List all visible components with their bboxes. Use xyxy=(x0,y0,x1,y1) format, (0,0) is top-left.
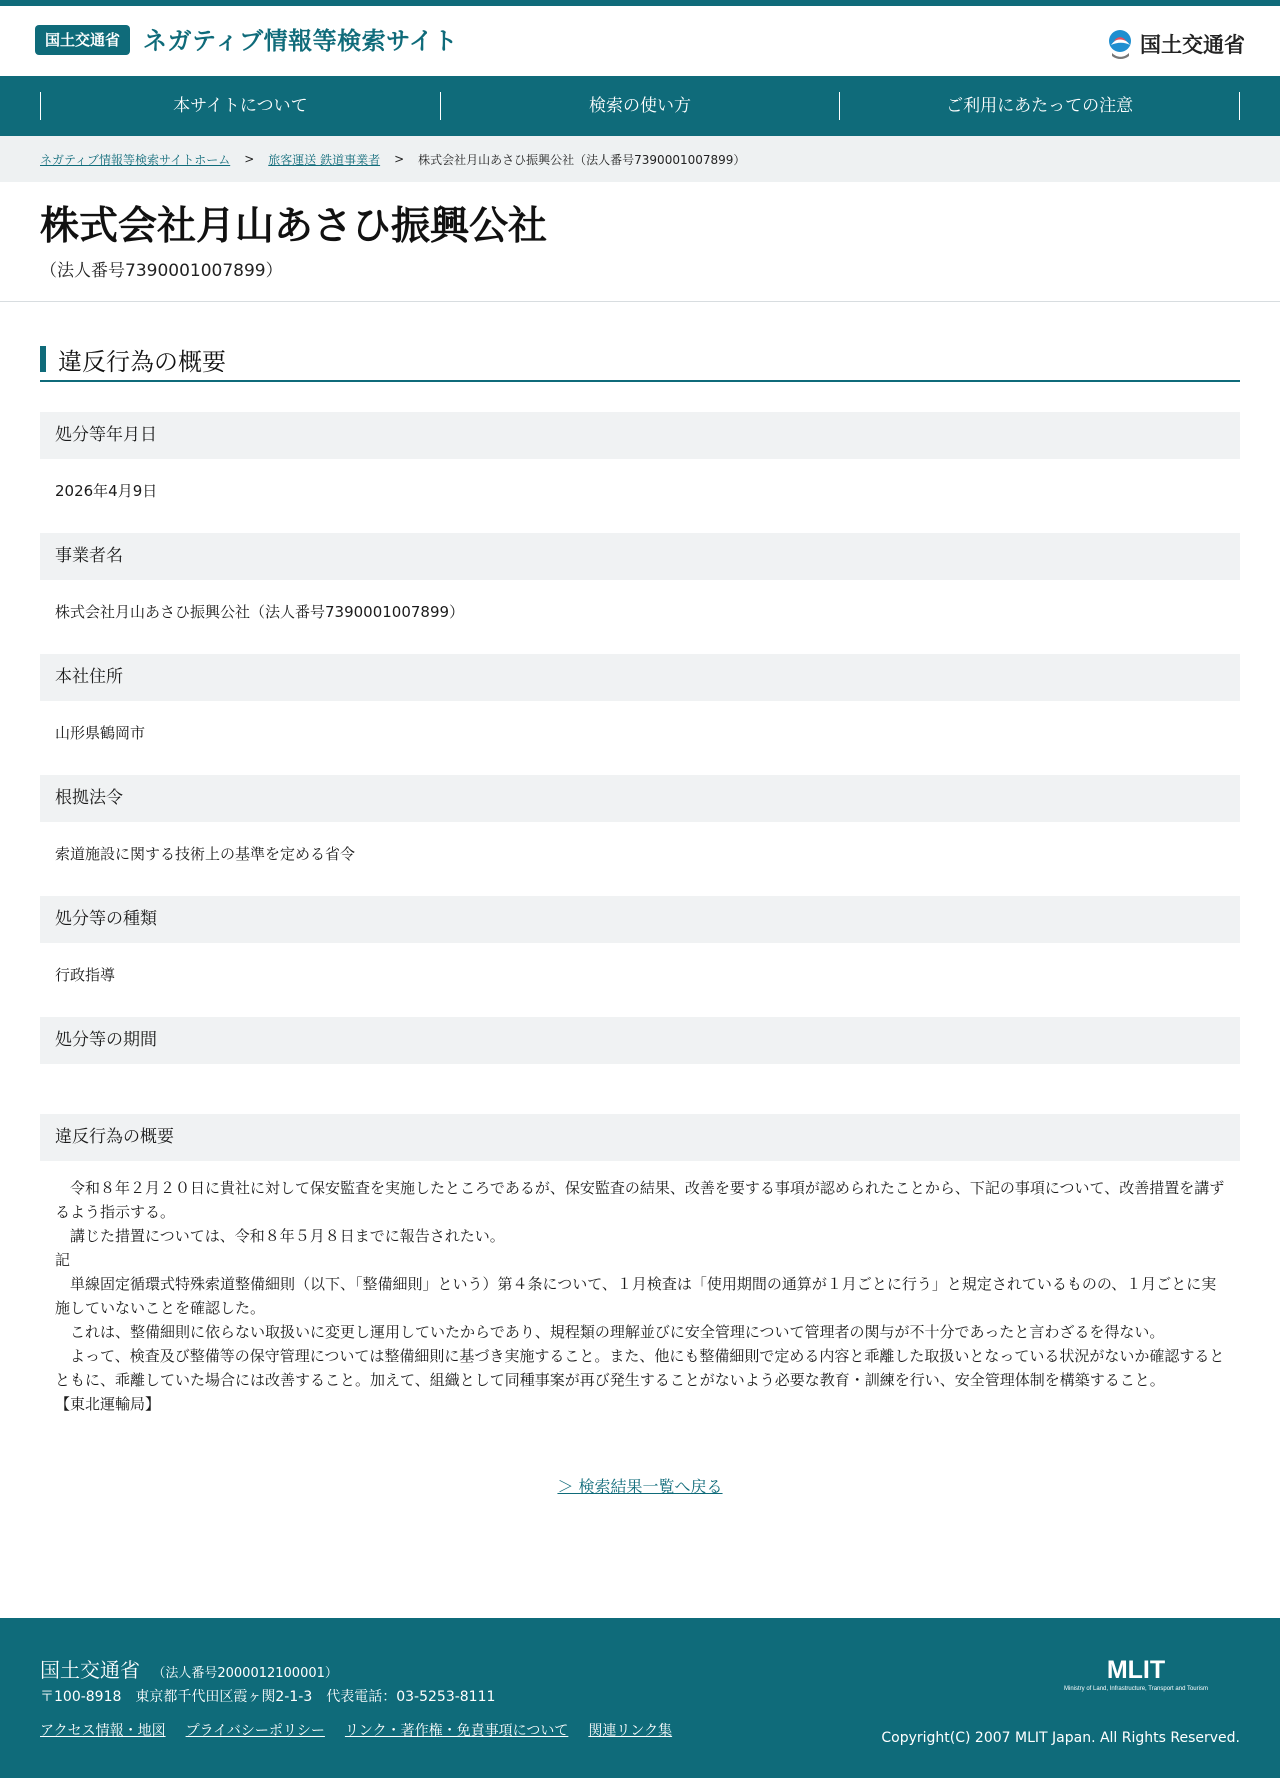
breadcrumb-separator: > xyxy=(244,152,255,166)
ministry-badge[interactable]: 国土交通省 xyxy=(35,25,130,55)
detail-value-empty xyxy=(40,1064,1240,1114)
footer-name: 国土交通省 xyxy=(40,1658,140,1682)
breadcrumb-separator: > xyxy=(394,152,405,166)
page-title: 株式会社月山あさひ振興公社 xyxy=(40,204,548,249)
violation-paragraph: これは、整備細則に依らない取扱いに変更し運用していたからであり、規程類の理解並びに安全管理について管理者の関与が不十分であったと言わざるを得ない。 xyxy=(55,1323,1165,1341)
ministry-logo-text: 国土交通省 xyxy=(1140,33,1245,57)
violation-paragraph: よって、検査及び整備等の保守管理については整備細則に基づき実施すること。また、他にも整備細則で定める内容と乖離した取扱いとなっている状況がないか確認するとともに、乖離していた場合には改善すること。加えて、組織として同種事案が再び発生することがないよう必要な教育・訓練を行い、安全管理体制を構築すること。 xyxy=(55,1347,1225,1389)
mlit-logo xyxy=(1032,1656,1240,1692)
detail-item xyxy=(40,412,1240,533)
violation-paragraph: 令和８年２月２０日に貴社に対して保安監査を実施したところであるが、保安監査の結果、改善を要する事項が認められたことから、下記の事項について、改善措置を講ずるよう指示する。 xyxy=(55,1179,1225,1221)
back-to-results-link[interactable]: ＞ 検索結果一覧へ戻る xyxy=(557,1477,723,1496)
detail-item xyxy=(40,533,1240,654)
nav-search-guide[interactable]: 検索の使い方 xyxy=(440,92,840,120)
footer-link-copyright[interactable]: リンク・著作権・免責事項について xyxy=(344,1723,569,1739)
violation-paragraph: 講じた措置については、令和８年５月８日までに報告されたい。 xyxy=(55,1227,505,1245)
detail-value: 山形県鶴岡市 xyxy=(55,724,146,742)
page-title-area xyxy=(0,182,1280,302)
site-footer xyxy=(0,1618,1280,1778)
detail-content xyxy=(0,302,1280,1497)
violation-summary-body xyxy=(40,1161,1240,1416)
violation-paragraph: 【東北運輸局】 xyxy=(55,1395,161,1413)
corporate-number: （法人番号7390001007899） xyxy=(40,261,283,281)
detail-item xyxy=(40,1017,1240,1114)
violation-paragraph: 単線固定循環式特殊索道整備細則（以下、「整備細則」という）第４条について、１月検査は「使用期間の通算が１月ごとに行う」と規定されているものの、１月ごとに実施していないことを確認した。 xyxy=(55,1275,1217,1317)
violation-summary xyxy=(40,1114,1240,1416)
breadcrumb-category-link[interactable]: 旅客運送 鉄道事業者 xyxy=(268,152,381,167)
breadcrumb-home-link[interactable]: ネガティブ情報等検索サイトホーム xyxy=(40,152,231,167)
section-accent-bar xyxy=(40,346,46,372)
section-title: 違反行為の概要 xyxy=(58,347,226,376)
detail-item xyxy=(40,775,1240,896)
detail-label: 処分等の期間 xyxy=(40,1017,1240,1064)
site-header xyxy=(0,6,1280,76)
detail-value: 株式会社月山あさひ振興公社（法人番号7390001007899） xyxy=(55,603,465,621)
mlit-logo-subtext: Ministry of Land, Infrastructure, Transport and Tourism xyxy=(1064,1686,1208,1692)
site-title[interactable]: ネガティブ情報等検索サイト xyxy=(143,27,458,55)
detail-label: 処分等年月日 xyxy=(40,412,1240,459)
detail-item xyxy=(40,896,1240,1017)
footer-link-related[interactable]: 関連リンク集 xyxy=(588,1723,673,1739)
global-navigation xyxy=(0,76,1280,136)
mlit-logo-text: MLIT xyxy=(1106,1656,1166,1684)
footer-link-access[interactable]: アクセス情報・地図 xyxy=(40,1723,166,1739)
footer-address: 〒100-8918 東京都千代田区霞ヶ関2-1-3 代表電話：03-5253-8111 xyxy=(40,1689,496,1705)
detail-label: 根拠法令 xyxy=(40,775,1240,822)
section-heading xyxy=(40,338,1240,382)
footer-copyright: Copyright(C) 2007 MLIT Japan. All Rights Reserved. xyxy=(881,1730,1240,1746)
nav-about[interactable]: 本サイトについて xyxy=(40,92,440,120)
detail-value: 2026年4月9日 xyxy=(55,482,158,500)
footer-links xyxy=(40,1720,672,1740)
footer-link-privacy[interactable]: プライバシーポリシー xyxy=(185,1723,325,1739)
detail-item xyxy=(40,654,1240,775)
detail-label: 処分等の種類 xyxy=(40,896,1240,943)
violation-paragraph: 記 xyxy=(55,1251,71,1269)
detail-label: 事業者名 xyxy=(40,533,1240,580)
violation-summary-label: 違反行為の概要 xyxy=(40,1114,1240,1161)
ministry-emblem-icon xyxy=(1107,28,1133,62)
ministry-logo[interactable] xyxy=(1107,26,1245,64)
breadcrumb-current: 株式会社月山あさひ振興公社（法人番号7390001007899） xyxy=(418,152,746,167)
detail-label: 本社住所 xyxy=(40,654,1240,701)
detail-value: 行政指導 xyxy=(55,966,116,984)
detail-value: 索道施設に関する技術上の基準を定める省令 xyxy=(55,845,356,863)
nav-usage-notes[interactable]: ご利用にあたっての注意 xyxy=(839,92,1240,120)
footer-corporate-number: （法人番号2000012100001） xyxy=(152,1666,338,1681)
footer-ministry-name xyxy=(40,1654,338,1683)
breadcrumb xyxy=(0,136,1280,182)
